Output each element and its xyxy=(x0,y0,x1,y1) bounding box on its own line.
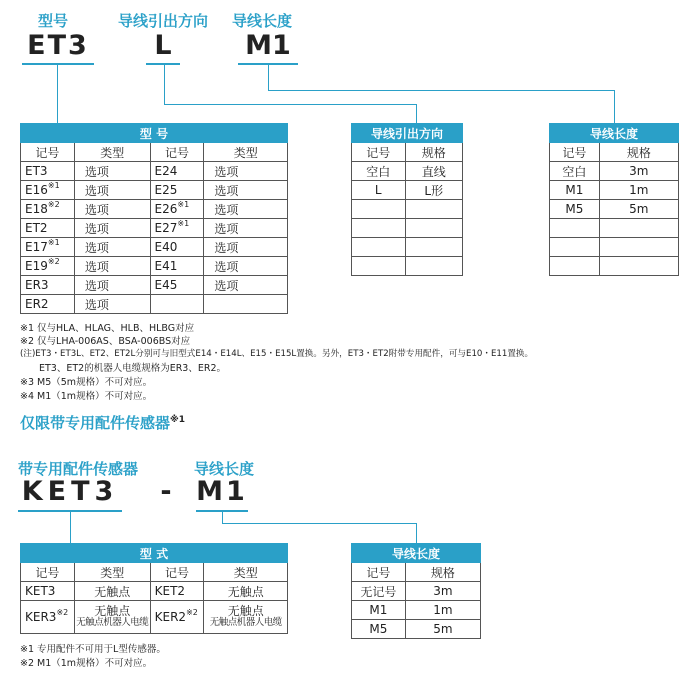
table-row xyxy=(21,276,288,295)
cell-type: 无触点 xyxy=(204,582,288,601)
underline-model xyxy=(22,63,94,65)
model-table xyxy=(20,123,288,314)
cell-code-text: E17 xyxy=(25,240,48,254)
cell-type-text: 选项 xyxy=(214,221,239,236)
model-col-code-2: 记号 xyxy=(150,143,204,162)
cell-code: 空白 xyxy=(352,162,406,181)
cell-code-text: E45 xyxy=(154,278,178,292)
cell-code xyxy=(21,582,75,601)
cell-spec: 3m xyxy=(405,582,480,601)
cell-type-text: 选项 xyxy=(84,240,109,255)
cell-code-sup: ※2 xyxy=(186,608,198,617)
cell-code-sup: ※2 xyxy=(47,200,60,209)
code-ksensor: KET3 xyxy=(21,476,119,507)
cell-code xyxy=(150,219,204,238)
cell-code-sup: ※1 xyxy=(47,181,60,190)
model-col-type-1: 类型 xyxy=(74,143,150,162)
cell-code-text: ET2 xyxy=(25,221,48,235)
cell-type xyxy=(204,200,288,219)
connector-length2-v1 xyxy=(222,511,223,523)
cell-code-text: KET3 xyxy=(25,584,56,598)
model-table-title: 型 号 xyxy=(21,124,288,143)
table-row xyxy=(21,238,288,257)
direction-table-title: 导线引出方向 xyxy=(352,124,463,143)
cell-type xyxy=(74,181,150,200)
cell-type xyxy=(74,295,150,314)
section-title xyxy=(20,412,185,433)
cell-code-text: KER2 xyxy=(154,610,187,624)
cell-code xyxy=(21,276,75,295)
cell-type-text: 选项 xyxy=(84,297,109,312)
connector-length2-h xyxy=(222,523,416,524)
table-row xyxy=(21,582,288,601)
klength-table xyxy=(351,543,481,639)
cell-code: M1 xyxy=(550,181,600,200)
cell-code: M1 xyxy=(352,601,406,620)
cell-spec: 1m xyxy=(405,601,480,620)
note2-2: ※2 M1（1m规格）不可对应。 xyxy=(20,658,153,669)
cell-type-text: 选项 xyxy=(84,259,109,274)
cell-code xyxy=(150,238,204,257)
cell-code xyxy=(550,257,600,276)
cell-code xyxy=(352,219,406,238)
length-table-title: 导线长度 xyxy=(550,124,679,143)
cell-code xyxy=(21,181,75,200)
label-model: 型号 xyxy=(38,12,69,30)
table-row xyxy=(352,582,481,601)
cell-type xyxy=(74,257,150,276)
cell-spec: 直线 xyxy=(405,162,462,181)
connector-length-h xyxy=(268,90,614,91)
table-row xyxy=(21,257,288,276)
cell-code xyxy=(352,238,406,257)
table-row xyxy=(550,257,679,276)
code-length: M1 xyxy=(245,30,291,61)
cell-spec: 5m xyxy=(599,200,678,219)
cell-type xyxy=(74,200,150,219)
ktype-table xyxy=(20,543,288,634)
table-row xyxy=(352,257,463,276)
cell-spec xyxy=(405,257,462,276)
cell-type-line2: 无触点机器人电缆 xyxy=(209,617,282,628)
cell-spec xyxy=(599,238,678,257)
table-row xyxy=(550,219,679,238)
table-row xyxy=(352,219,463,238)
cell-code: 无记号 xyxy=(352,582,406,601)
cell-code-text: E19 xyxy=(25,259,48,273)
cell-code-text: E40 xyxy=(154,240,178,254)
cell-code-text: ER3 xyxy=(25,278,49,292)
length-col-code: 记号 xyxy=(550,143,600,162)
table-row xyxy=(352,200,463,219)
cell-type xyxy=(204,295,288,314)
cell-type-line1: 无触点 xyxy=(94,604,131,618)
cell-code-text: E18 xyxy=(25,202,48,216)
cell-type-text: 选项 xyxy=(214,240,239,255)
length-table xyxy=(549,123,679,276)
cell-code-sup: ※1 xyxy=(47,238,60,247)
table-row xyxy=(21,601,288,634)
cell-spec xyxy=(599,219,678,238)
cell-code xyxy=(21,238,75,257)
table-row xyxy=(550,200,679,219)
direction-table xyxy=(351,123,463,276)
code-length-2: M1 xyxy=(196,476,248,507)
table-row xyxy=(352,162,463,181)
cell-code-text: KET2 xyxy=(154,584,186,598)
table-row xyxy=(550,238,679,257)
cell-code: 空白 xyxy=(550,162,600,181)
table-row xyxy=(352,601,481,620)
cell-type-text: 选项 xyxy=(214,164,239,179)
underline-direction xyxy=(146,63,180,65)
cell-type xyxy=(204,601,288,634)
cell-type xyxy=(204,238,288,257)
cell-code-text: E27 xyxy=(154,221,178,235)
table-row xyxy=(352,238,463,257)
cell-code xyxy=(352,200,406,219)
cell-type xyxy=(204,219,288,238)
cell-type-text: 选项 xyxy=(84,202,109,217)
cell-spec: 5m xyxy=(405,620,480,639)
table-row xyxy=(21,200,288,219)
cell-code-sup: ※1 xyxy=(177,200,190,209)
cell-code-text: E16 xyxy=(25,183,48,197)
cell-spec xyxy=(599,257,678,276)
cell-type xyxy=(74,276,150,295)
cell-code xyxy=(21,295,75,314)
cell-code: M5 xyxy=(550,200,600,219)
cell-code: M5 xyxy=(352,620,406,639)
note-6: ※4 M1（1m规格）不可对应。 xyxy=(20,391,153,402)
connector-direction-v1 xyxy=(164,64,165,104)
note-2: ※2 仅与LHA-006AS、BSA-006BS对应 xyxy=(20,336,191,347)
cell-code xyxy=(21,219,75,238)
cell-code-sup: ※1 xyxy=(177,219,190,228)
cell-code-text: E41 xyxy=(154,259,178,273)
ktype-col-code-1: 记号 xyxy=(21,563,75,582)
section-title-text: 仅限带专用配件传感器 xyxy=(20,414,171,432)
cell-type xyxy=(74,601,150,634)
cell-code xyxy=(150,295,204,314)
klength-col-code: 记号 xyxy=(352,563,406,582)
length-col-spec: 规格 xyxy=(599,143,678,162)
note2-1: ※1 专用配件不可用于L型传感器。 xyxy=(20,644,166,655)
direction-col-code: 记号 xyxy=(352,143,406,162)
cell-code-text: E25 xyxy=(154,183,178,197)
cell-spec: 3m xyxy=(599,162,678,181)
label-lead-length: 导线长度 xyxy=(232,12,293,30)
cell-code xyxy=(150,200,204,219)
cell-type xyxy=(204,276,288,295)
cell-type xyxy=(204,257,288,276)
cell-type xyxy=(74,238,150,257)
cell-code xyxy=(150,601,204,634)
cell-code xyxy=(150,276,204,295)
connector-length-v2 xyxy=(614,90,615,123)
cell-type: 无触点 xyxy=(74,582,150,601)
direction-col-spec: 规格 xyxy=(405,143,462,162)
label-lead-length-2: 导线长度 xyxy=(194,460,255,478)
cell-code xyxy=(150,257,204,276)
model-col-code-1: 记号 xyxy=(21,143,75,162)
connector-model xyxy=(57,64,58,123)
cell-code xyxy=(21,200,75,219)
klength-table-title: 导线长度 xyxy=(352,544,481,563)
klength-col-spec: 规格 xyxy=(405,563,480,582)
ktype-col-type-2: 类型 xyxy=(204,563,288,582)
note-4: ET3、ET2的机器人电缆规格为ER3、ER2。 xyxy=(39,363,226,374)
table-row xyxy=(352,181,463,200)
ktype-col-type-1: 类型 xyxy=(74,563,150,582)
cell-spec: L形 xyxy=(405,181,462,200)
table-row xyxy=(21,181,288,200)
label-accessory-sensor: 带专用配件传感器 xyxy=(18,460,139,478)
cell-code-sup: ※2 xyxy=(47,257,60,266)
code-direction: L xyxy=(154,30,172,61)
cell-type-text: 选项 xyxy=(84,164,109,179)
cell-type xyxy=(204,162,288,181)
note-1: ※1 仅与HLA、HLAG、HLB、HLBG对应 xyxy=(20,323,195,334)
connector-ksensor xyxy=(70,511,71,543)
cell-type-line2: 无触点机器人电缆 xyxy=(76,617,149,628)
cell-type xyxy=(74,219,150,238)
cell-type xyxy=(204,181,288,200)
cell-code xyxy=(150,181,204,200)
table-row xyxy=(21,295,288,314)
note-3: (注)ET3・ET3L、ET2、ET2L分别可与旧型式E14・E14L、E15・E15L置换。另外，ET3・ET2附带专用配件，可与E10・E11置换。 xyxy=(20,349,534,359)
connector-length-v1 xyxy=(268,64,269,90)
cell-spec xyxy=(405,238,462,257)
cell-code xyxy=(150,582,204,601)
cell-spec xyxy=(405,219,462,238)
table-row xyxy=(21,219,288,238)
cell-type-text: 选项 xyxy=(84,221,109,236)
cell-code-text: ET3 xyxy=(25,164,48,178)
cell-code xyxy=(21,162,75,181)
cell-code xyxy=(21,257,75,276)
section-title-sup: ※1 xyxy=(170,415,186,425)
cell-type-text: 选项 xyxy=(214,259,239,274)
code-dash: - xyxy=(160,476,172,507)
cell-type-line1: 无触点 xyxy=(227,604,264,618)
cell-code-text: E26 xyxy=(154,202,178,216)
cell-code-sup: ※2 xyxy=(56,608,69,617)
label-lead-direction: 导线引出方向 xyxy=(118,12,209,30)
cell-code xyxy=(550,219,600,238)
cell-code xyxy=(21,601,75,634)
ktype-col-code-2: 记号 xyxy=(150,563,204,582)
table-row xyxy=(550,181,679,200)
table-row xyxy=(352,620,481,639)
connector-length2-v2 xyxy=(416,523,417,543)
cell-spec: 1m xyxy=(599,181,678,200)
cell-type-text: 选项 xyxy=(84,278,109,293)
cell-code-text: E24 xyxy=(154,164,178,178)
cell-code: L xyxy=(352,181,406,200)
cell-code xyxy=(550,238,600,257)
cell-spec xyxy=(405,200,462,219)
model-col-type-2: 类型 xyxy=(204,143,288,162)
cell-type-text: 选项 xyxy=(214,183,239,198)
connector-direction-v2 xyxy=(416,104,417,123)
table-row xyxy=(21,162,288,181)
cell-code xyxy=(150,162,204,181)
code-model: ET3 xyxy=(27,30,89,61)
cell-code-text: ER2 xyxy=(25,297,49,311)
connector-direction-h xyxy=(164,104,416,105)
cell-code-text: KER3 xyxy=(25,610,57,624)
cell-type xyxy=(74,162,150,181)
cell-code xyxy=(352,257,406,276)
ktype-table-title: 型 式 xyxy=(21,544,288,563)
note-5: ※3 M5（5m规格）不可对应。 xyxy=(20,377,153,388)
cell-type-text: 选项 xyxy=(214,278,239,293)
cell-type-text: 选项 xyxy=(214,202,239,217)
cell-type-text: 选项 xyxy=(84,183,109,198)
table-row xyxy=(550,162,679,181)
